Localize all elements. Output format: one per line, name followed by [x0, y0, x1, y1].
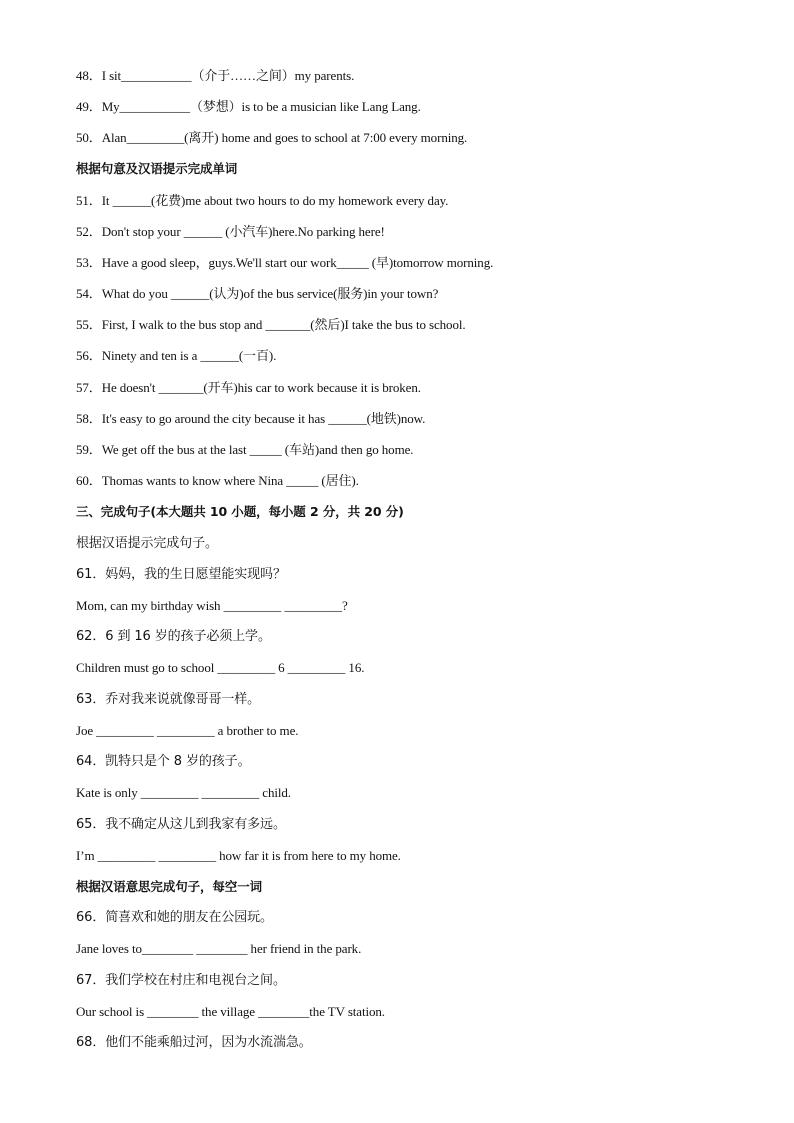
question-66-prompt: 66．简喜欢和她的朋友在公园玩。 [76, 910, 273, 925]
question-65-prompt: 65．我不确定从这儿到我家有多远。 [76, 817, 286, 832]
question-66-answer: Jane loves to________ ________ her friend in the park. [76, 941, 362, 956]
question-68-prompt: 68．他们不能乘船过河，因为水流湍急。 [76, 1035, 312, 1050]
question-57: 57．He doesn't _______(开车)his car to work because it is broken. [76, 380, 421, 395]
question-59: 59．We get off the bus at the last _____ (车站)and then go home. [76, 442, 414, 457]
question-63-answer: Joe _________ _________ a brother to me. [76, 723, 299, 738]
question-65-answer: I’m _________ _________ how far it is from here to my home. [76, 848, 401, 863]
question-64-answer: Kate is only _________ _________ child. [76, 785, 291, 800]
question-51: 51．It ______(花费)me about two hours to do my homework every day. [76, 193, 449, 208]
question-62-answer: Children must go to school _________ 6 _________ 16. [76, 660, 365, 675]
question-49: 49．My___________（梦想）is to be a musician like Lang Lang. [76, 99, 421, 114]
question-54: 54．What do you ______(认为)of the bus service(服务)in your town? [76, 286, 439, 301]
question-53: 53．Have a good sleep，guys.We'll start our work_____ (早)tomorrow morning. [76, 255, 494, 270]
question-58: 58．It's easy to go around the city because it has ______(地铁)now. [76, 411, 426, 426]
question-67-prompt: 67．我们学校在村庄和电视台之间。 [76, 973, 286, 988]
question-61-prompt: 61．妈妈，我的生日愿望能实现吗？ [76, 567, 286, 582]
question-64-prompt: 64．凯特只是个 8 岁的孩子。 [76, 754, 251, 769]
question-63-prompt: 63．乔对我来说就像哥哥一样。 [76, 692, 261, 707]
section-heading-3: 三、完成句子(本大题共 10 小题，每小题 2 分，共 20 分) [76, 504, 404, 519]
section-instruction-words: 根据句意及汉语提示完成单词 [76, 161, 238, 176]
question-55: 55．First, I walk to the bus stop and _______(然后)I take the bus to school. [76, 317, 466, 332]
section-instruction-each-blank: 根据汉语意思完成句子，每空一词 [76, 879, 263, 894]
question-60: 60．Thomas wants to know where Nina _____ (居住). [76, 473, 359, 488]
section-instruction-sentences: 根据汉语提示完成句子。 [76, 536, 218, 551]
question-62-prompt: 62．6 到 16 岁的孩子必须上学。 [76, 629, 271, 644]
question-52: 52．Don't stop your ______ (小汽车)here.No parking here! [76, 224, 385, 239]
question-61-answer: Mom, can my birthday wish _________ _________? [76, 598, 348, 613]
question-67-answer: Our school is ________ the village ________the TV station. [76, 1004, 385, 1019]
question-50: 50．Alan_________(离开) home and goes to school at 7:00 every morning. [76, 130, 468, 145]
question-48: 48．I sit___________（介于……之间）my parents. [76, 68, 355, 83]
question-56: 56．Ninety and ten is a ______(一百). [76, 348, 277, 363]
